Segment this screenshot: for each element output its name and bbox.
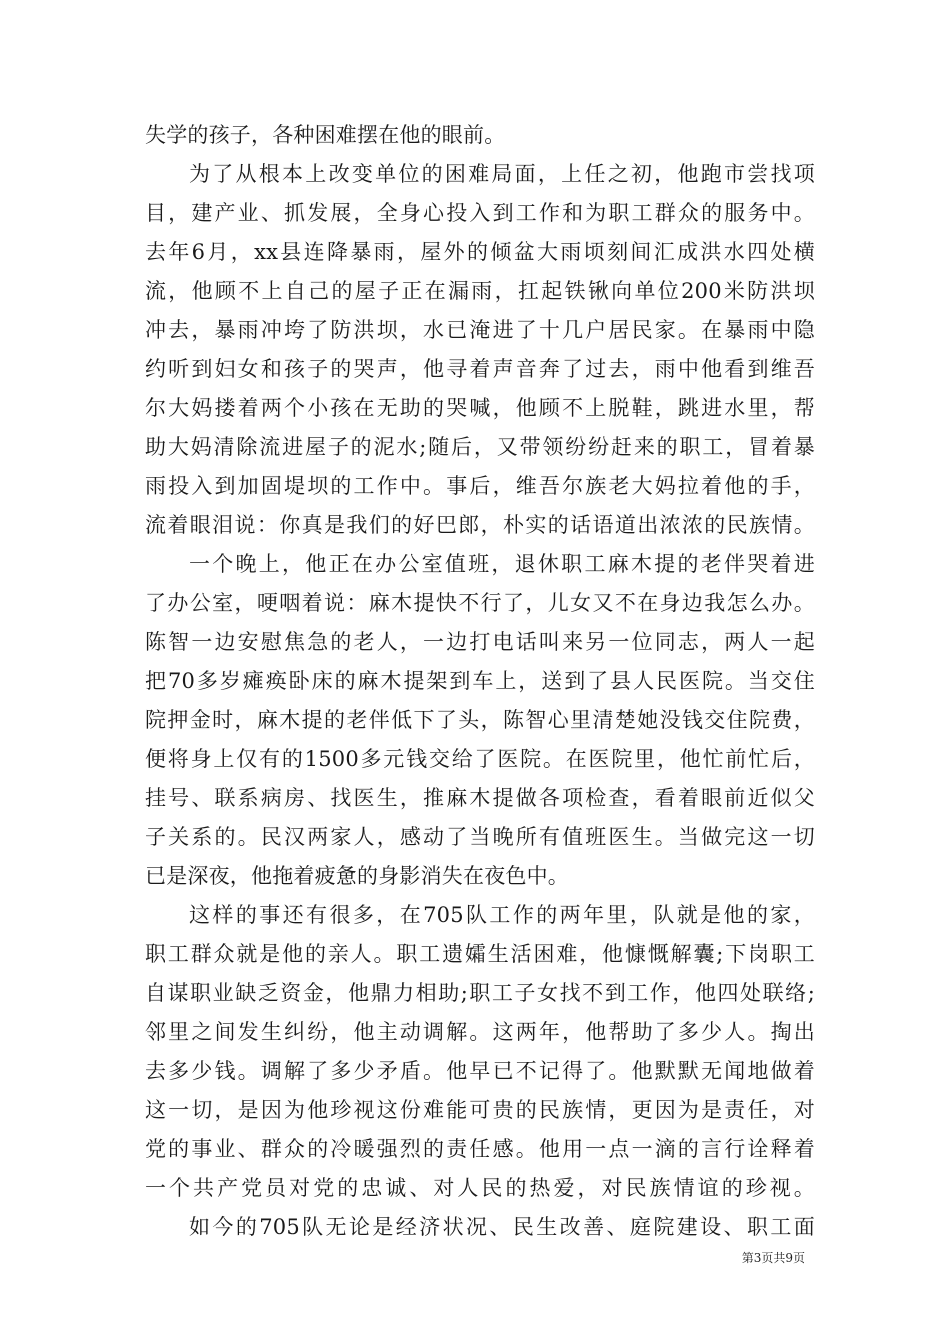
- text-line: 流，他顾不上自己的屋子正在漏雨，扛起铁锹向单位200米防洪坝: [145, 279, 815, 303]
- text-line: 失学的孩子，各种困难摆在他的眼前。: [145, 123, 506, 147]
- text-line: 目，建产业、抓发展，全身心投入到工作和为职工群众的服务中。: [145, 201, 815, 225]
- text-line: 了办公室，哽咽着说：麻木提快不行了，儿女又不在身边我怎么办。: [145, 591, 815, 615]
- text-line: 职工群众就是他的亲人。职工遗孀生活困难，他慷慨解囊;下岗职工: [145, 942, 815, 966]
- text-line: 自谋职业缺乏资金，他鼎力相助;职工子女找不到工作，他四处联络;: [145, 981, 815, 1005]
- text-line: 院押金时，麻木提的老伴低下了头，陈智心里清楚她没钱交住院费，: [145, 708, 815, 732]
- text-line: 这一切，是因为他珍视这份难能可贵的民族情，更因为是责任，对: [145, 1098, 815, 1122]
- page-number: 第3页共9页: [741, 1251, 805, 1265]
- text-line: 约听到妇女和孩子的哭声，他寻着声音奔了过去，雨中他看到维吾: [145, 357, 815, 381]
- text-line: 雨投入到加固堤坝的工作中。事后，维吾尔族老大妈拉着他的手，: [145, 474, 815, 498]
- text-line: 已是深夜，他拖着疲惫的身影消失在夜色中。: [145, 864, 569, 888]
- text-line: 如今的705队无论是经济状况、民生改善、庭院建设、职工面: [189, 1215, 815, 1239]
- text-line: 陈智一边安慰焦急的老人，一边打电话叫来另一位同志，两人一起: [145, 630, 815, 654]
- text-line: 把70多岁瘫痪卧床的麻木提架到车上，送到了县人民医院。当交住: [145, 669, 815, 693]
- text-line: 去多少钱。调解了多少矛盾。他早已不记得了。他默默无闻地做着: [145, 1059, 815, 1083]
- text-line: 助大妈清除流进屋子的泥水;随后，又带领纷纷赶来的职工，冒着暴: [145, 435, 815, 459]
- text-line: 尔大妈搂着两个小孩在无助的哭喊，他顾不上脱鞋，跳进水里，帮: [145, 396, 815, 420]
- text-line: 去年6月，xx县连降暴雨，屋外的倾盆大雨顷刻间汇成洪水四处横: [145, 240, 815, 264]
- text-line: 冲去，暴雨冲垮了防洪坝，水已淹进了十几户居民家。在暴雨中隐: [145, 318, 815, 342]
- text-line: 流着眼泪说：你真是我们的好巴郎，朴实的话语道出浓浓的民族情。: [145, 513, 815, 537]
- text-line: 一个共产党员对党的忠诚、对人民的热爱，对民族情谊的珍视。: [145, 1176, 815, 1200]
- text-line: 这样的事还有很多，在705队工作的两年里，队就是他的家，: [189, 903, 815, 927]
- text-line: 邻里之间发生纠纷，他主动调解。这两年，他帮助了多少人。掏出: [145, 1020, 815, 1044]
- text-line: 党的事业、群众的冷暖强烈的责任感。他用一点一滴的言行诠释着: [145, 1137, 815, 1161]
- text-line: 为了从根本上改变单位的困难局面，上任之初，他跑市尝找项: [189, 162, 815, 186]
- text-line: 一个晚上，他正在办公室值班，退休职工麻木提的老伴哭着进: [189, 552, 815, 576]
- text-line: 子关系的。民汉两家人，感动了当晚所有值班医生。当做完这一切: [145, 825, 815, 849]
- text-line: 便将身上仅有的1500多元钱交给了医院。在医院里，他忙前忙后，: [145, 747, 815, 771]
- text-line: 挂号、联系病房、找医生，推麻木提做各项检查，看着眼前近似父: [145, 786, 815, 810]
- document-body: [145, 116, 815, 1247]
- page-footer: [0, 1248, 950, 1268]
